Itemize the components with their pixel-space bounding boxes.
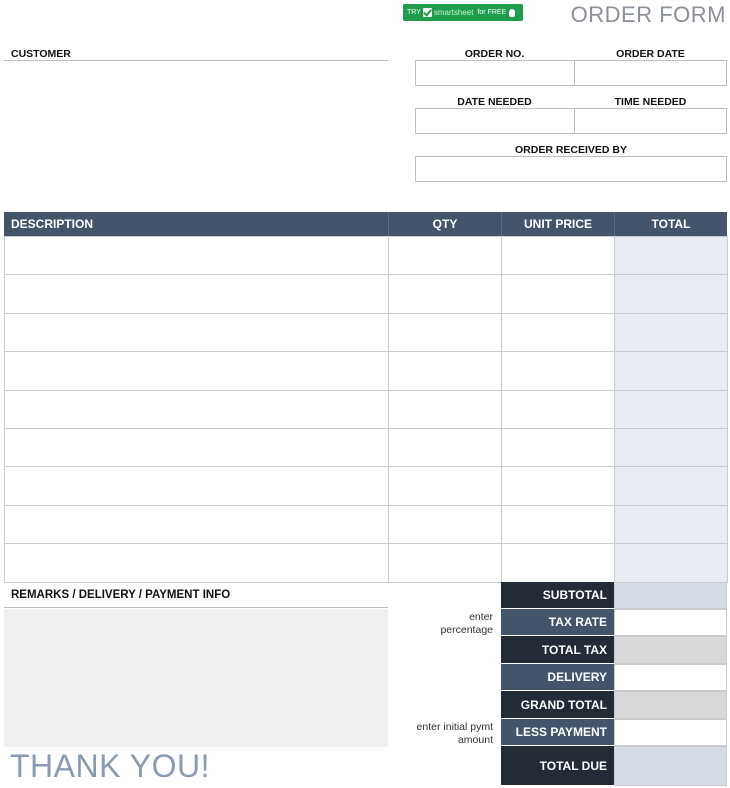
order-no-label: ORDER NO. (464, 48, 525, 60)
date-needed-label: DATE NEEDED (457, 96, 532, 108)
qty-cell[interactable] (388, 313, 502, 352)
qty-cell[interactable] (388, 505, 502, 544)
col-description-header: DESCRIPTION (4, 212, 388, 236)
qty-cell[interactable] (388, 428, 502, 467)
col-unit-price-header: UNIT PRICE (501, 212, 614, 236)
summary-value-delivery[interactable] (614, 664, 727, 691)
payment-hint (394, 721, 493, 747)
qty-cell[interactable] (388, 236, 502, 275)
total-cell[interactable] (614, 505, 728, 544)
summary-label-total-tax: TOTAL TAX (501, 636, 614, 664)
summary-value-less-payment[interactable] (614, 719, 727, 746)
col-qty-header: QTY (388, 212, 501, 236)
unit-price-cell[interactable] (501, 505, 615, 544)
description-cell[interactable] (4, 236, 389, 275)
hand-cursor-icon (509, 9, 515, 17)
tax-rate-hint (394, 611, 493, 637)
description-cell[interactable] (4, 466, 389, 506)
qty-cell[interactable] (388, 543, 502, 583)
unit-price-cell[interactable] (501, 313, 615, 352)
qty-cell[interactable] (388, 274, 502, 314)
description-cell[interactable] (4, 351, 389, 391)
thank-you-text: THANK YOU! (10, 748, 210, 784)
unit-price-cell[interactable] (501, 274, 615, 314)
remarks-label: REMARKS / DELIVERY / PAYMENT INFO (11, 589, 231, 601)
payment-hint-line-1: enter initial pymt (416, 721, 493, 733)
description-cell[interactable] (4, 505, 389, 544)
summary-label-delivery: DELIVERY (501, 664, 614, 691)
received-by-field[interactable] (415, 156, 727, 182)
time-needed-field[interactable] (574, 108, 727, 134)
tax-hint-line-1: enter (469, 611, 493, 623)
date-needed-field[interactable] (415, 108, 575, 134)
description-cell[interactable] (4, 428, 389, 467)
total-cell[interactable] (614, 543, 728, 583)
summary-label-less-payment: LESS PAYMENT (501, 719, 614, 746)
description-cell[interactable] (4, 390, 389, 429)
summary-label-tax-rate: TAX RATE (501, 609, 614, 636)
unit-price-cell[interactable] (501, 543, 615, 583)
customer-label: CUSTOMER (11, 48, 71, 60)
banner-brand: smartsheet (433, 8, 474, 17)
summary-value-total-due[interactable] (614, 746, 727, 786)
qty-cell[interactable] (388, 466, 502, 506)
total-cell[interactable] (614, 313, 728, 352)
description-cell[interactable] (4, 543, 389, 583)
tax-hint-line-2: percentage (440, 624, 493, 636)
time-needed-label: TIME NEEDED (614, 96, 687, 108)
qty-cell[interactable] (388, 390, 502, 429)
total-cell[interactable] (614, 351, 728, 391)
customer-line (4, 60, 388, 61)
description-cell[interactable] (4, 274, 389, 314)
description-cell[interactable] (4, 313, 389, 352)
unit-price-cell[interactable] (501, 390, 615, 429)
received-by-label: ORDER RECEIVED BY (514, 144, 628, 156)
summary-value-subtotal[interactable] (614, 582, 727, 609)
checkmark-icon (423, 8, 432, 17)
total-cell[interactable] (614, 466, 728, 506)
order-no-field[interactable] (415, 60, 575, 86)
summary-value-total-tax[interactable] (614, 636, 727, 664)
order-date-field[interactable] (574, 60, 727, 86)
banner-try: TRY (407, 9, 421, 16)
customer-field[interactable] (4, 62, 388, 202)
smartsheet-banner[interactable] (403, 4, 523, 21)
banner-suffix: for FREE (477, 9, 507, 16)
payment-hint-line-2: amount (457, 734, 493, 746)
unit-price-cell[interactable] (501, 351, 615, 391)
summary-label-grand-total: GRAND TOTAL (501, 691, 614, 719)
summary-label-total-due: TOTAL DUE (501, 746, 614, 786)
unit-price-cell[interactable] (501, 236, 615, 275)
unit-price-cell[interactable] (501, 466, 615, 506)
page-title: ORDER FORM (570, 2, 726, 27)
remarks-line (4, 607, 388, 608)
col-total-header: TOTAL (614, 212, 727, 236)
qty-cell[interactable] (388, 351, 502, 391)
summary-value-tax-rate[interactable] (614, 609, 727, 636)
total-cell[interactable] (614, 236, 728, 275)
summary-label-subtotal: SUBTOTAL (501, 582, 614, 609)
remarks-field[interactable] (4, 609, 388, 747)
summary-value-grand-total[interactable] (614, 691, 727, 719)
total-cell[interactable] (614, 390, 728, 429)
total-cell[interactable] (614, 274, 728, 314)
order-date-label: ORDER DATE (616, 48, 685, 60)
total-cell[interactable] (614, 428, 728, 467)
unit-price-cell[interactable] (501, 428, 615, 467)
